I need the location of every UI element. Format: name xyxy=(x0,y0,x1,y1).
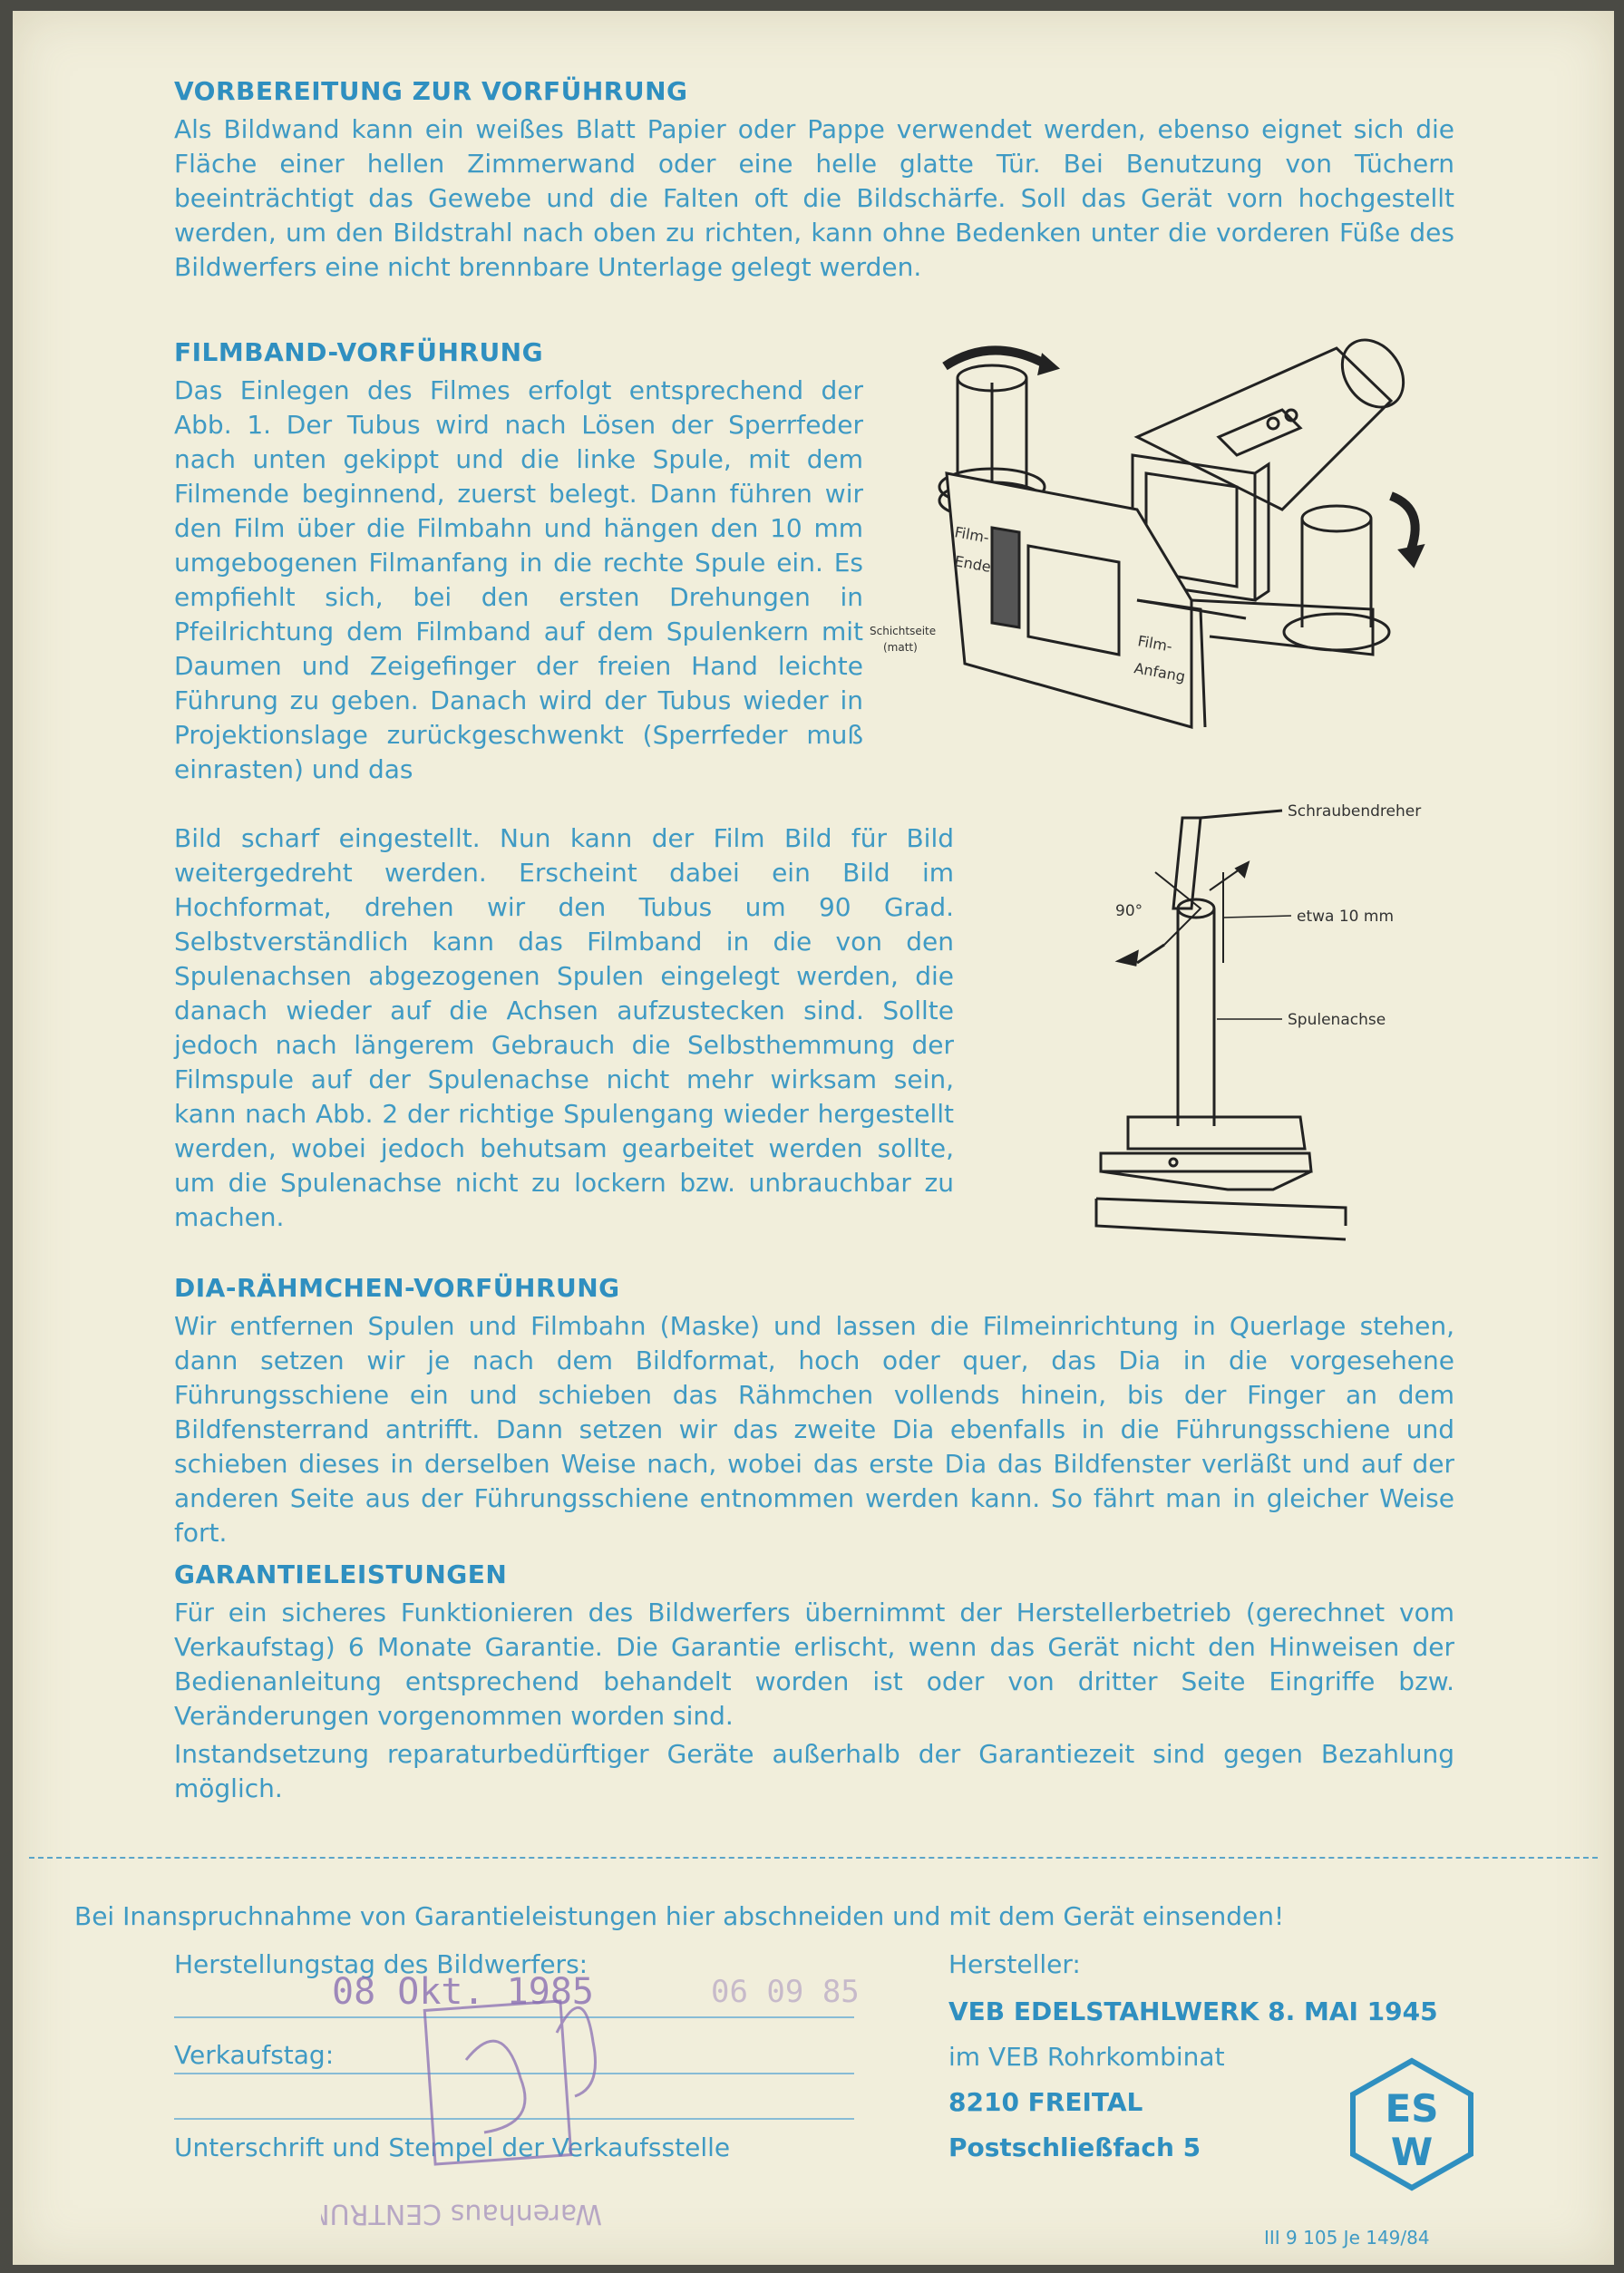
verkaufstag-label: Verkaufstag: xyxy=(174,2040,335,2070)
label-angle: 90° xyxy=(1115,902,1143,920)
manufacturer-postbox: Postschließfach 5 xyxy=(948,2132,1201,2162)
label-film-ende-2: Ende xyxy=(953,552,993,576)
heading-vorbereitung: VORBEREITUNG ZUR VORFÜHRUNG xyxy=(174,76,688,106)
figure-spool-axis xyxy=(1074,800,1473,1253)
manufacturer-city: 8210 FREITAL xyxy=(948,2087,1143,2117)
logo-text-top: ES xyxy=(1385,2086,1439,2131)
stamp-shop: Warenhaus CENTRUM xyxy=(321,2198,602,2229)
paragraph-filmband-1: Das Einlegen des Filmes erfolgt entsprechend der Abb. 1. Der Tubus wird nach Lösen der Sperrfeder nach unten gekippt und die linke Spule, mit dem Filmende beginnend, zuerst belegt. Dann führen wir den Film über die Filmbahn und hängen den 10 mm umgebogenen Filmanfang in die rechte Spule ein. Es empfiehlt sich, bei den ersten Drehungen in Pfeilrichtung dem Filmband auf dem Spulenkern mit Daumen und Zeigefinger der freien Hand leichte Führung zu geben. Danach wird der Tubus wieder in Projektionslage zurückgeschwenkt (Sperrfeder muß einrasten) und das xyxy=(174,375,863,784)
instruction-sheet xyxy=(13,11,1614,2265)
herstellungstag-label: Herstellungstag des Bildwerfers: xyxy=(174,1949,588,1979)
heading-dia: DIA-RÄHMCHEN-VORFÜHRUNG xyxy=(174,1273,620,1303)
paragraph-garantie-1: Für ein sicheres Funktionieren des Bildwerfers übernimmt der Herstellerbetrieb (gerechnet vom Verkaufstag) 6 Monate Garantie. Die Garantie erlischt, wenn das Gerät nicht den Hinweisen der Bedienanleitung entsprechend behandelt worden ist oder von dritter Seite Eingriffe bzw. Veränderungen vorgenommen worden sind. xyxy=(174,1598,1454,1731)
label-etwa: etwa 10 mm xyxy=(1297,908,1395,926)
label-film-anfang-2: Anfang xyxy=(1133,659,1187,685)
print-code: III 9 105 Je 149/84 xyxy=(1264,2227,1430,2249)
label-schichtseite-2: (matt) xyxy=(883,641,918,654)
heading-filmband: FILMBAND-VORFÜHRUNG xyxy=(174,337,544,367)
label-film-ende-1: Film- xyxy=(953,523,991,547)
esw-logo xyxy=(1344,2056,1480,2196)
coupon-instruction: Bei Inanspruchnahme von Garantieleistungen hier abschneiden und mit dem Gerät einsenden! xyxy=(74,1901,1285,1931)
stamp-date-2: 06 09 85 xyxy=(711,1974,860,2010)
figure-film-threading xyxy=(865,328,1482,736)
stamp-date-1: 08 Okt. 1985 xyxy=(332,1971,594,2013)
shop-stamp xyxy=(321,1960,865,2232)
paragraph-filmband-2: Bild scharf eingestellt. Nun kann der Film Bild für Bild weitergedreht werden. Erscheint dabei ein Bild im Hochformat, drehen wir den Tubus um 90 Grad. Selbstverständlich kann das Filmband in die von den Spulenachsen abgezogenen Spulen eingelegt werden, die danach wieder auf die Achsen aufzustecken sind. Sollte jedoch nach längerem Gebrauch die Selbsthemmung der Filmspule auf der Spulenachse nicht mehr wirksam sein, kann nach Abb. 2 der richtige Spulengang wieder hergestellt werden, wobei jedoch behutsam gearbeitet werden sollte, um die Spulenachse nicht zu lockern bzw. unbrauchbar zu machen. xyxy=(174,823,954,1232)
cut-line[interactable] xyxy=(29,1857,1598,1859)
label-schraubendreher: Schraubendreher xyxy=(1288,802,1422,821)
paragraph-garantie-2: Instandsetzung reparaturbedürftiger Geräte außerhalb der Garantiezeit sind gegen Bezahlung möglich. xyxy=(174,1739,1454,1803)
manufacturer-kombinat: im VEB Rohrkombinat xyxy=(948,2042,1225,2072)
hersteller-label: Hersteller: xyxy=(948,1949,1081,1979)
paragraph-vorbereitung: Als Bildwand kann ein weißes Blatt Papier oder Pappe verwendet werden, ebenso eignet sich die Fläche einer hellen Zimmerwand oder eine helle glatte Tür. Bei Benutzung von Tüchern beeinträchtigt das Gewebe und die Falten oft die Bildschärfe. Soll das Gerät vorn hochgestellt werden, um den Bildstrahl nach oben zu richten, kann ohne Bedenken unter die vorderen Füße des Bildwerfers eine nicht brennbare Unterlage gelegt werden. xyxy=(174,114,1454,282)
label-spulenachse: Spulenachse xyxy=(1288,1011,1386,1029)
paragraph-dia: Wir entfernen Spulen und Filmbahn (Maske) und lassen die Filmeinrichtung in Querlage stehen, dann setzen wir je nach dem Bildformat, hoch oder quer, das Dia in die vorgesehene Führungsschiene ein und schieben das Rähmchen vollends hinein, bis der Finger an dem Bildfensterrand antrifft. Dann setzen wir das zweite Dia ebenfalls in die Führungsschiene und schieben dieses in derselben Weise nach, wobei das erste Dia das Bildfenster verläßt und auf der anderen Seite aus der Führungsschiene entnommen werden kann. So fährt man in gleicher Weise fort. xyxy=(174,1311,1454,1548)
label-schichtseite-1: Schichtseite xyxy=(870,625,937,637)
unterschrift-label: Unterschrift und Stempel der Verkaufsstelle xyxy=(174,2132,731,2162)
heading-garantie: GARANTIELEISTUNGEN xyxy=(174,1559,508,1589)
manufacturer-name: VEB EDELSTAHLWERK 8. MAI 1945 xyxy=(948,1996,1438,2026)
label-film-anfang-1: Film- xyxy=(1136,632,1174,656)
logo-text-bottom: W xyxy=(1390,2130,1434,2174)
